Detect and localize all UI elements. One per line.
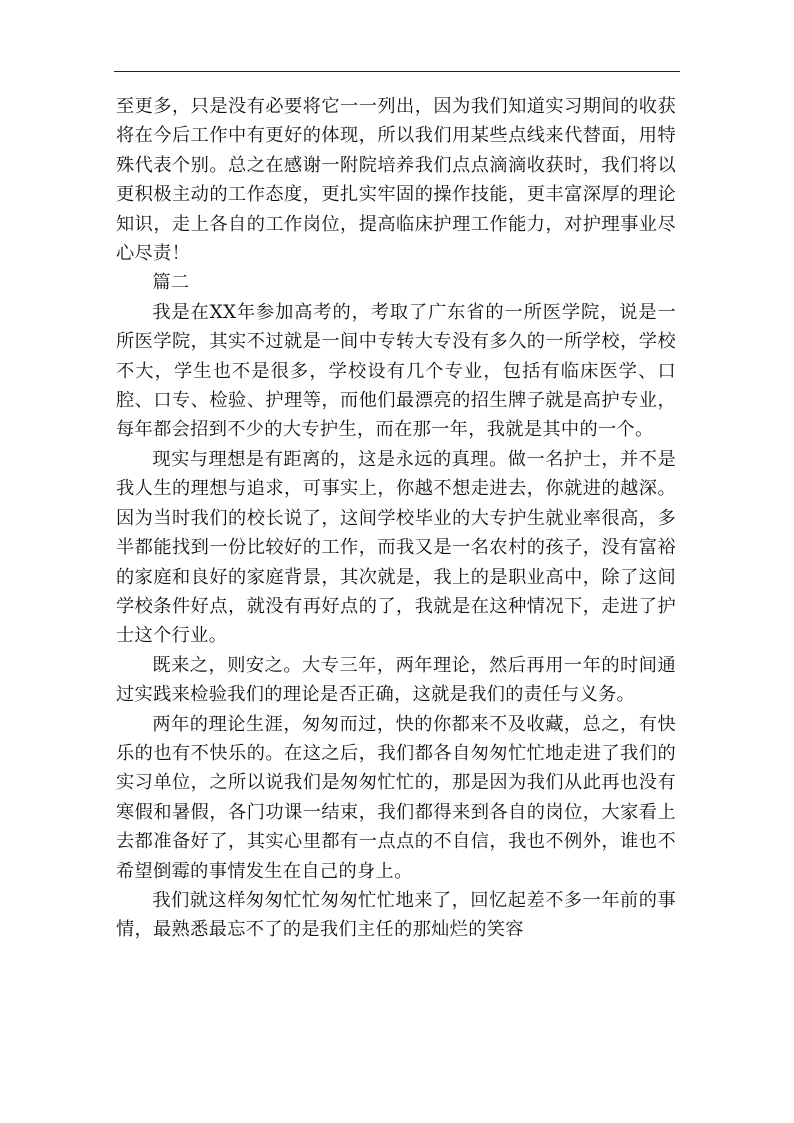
paragraph: 我们就这样匆匆忙忙匆匆忙忙地来了，回忆起差不多一年前的事情，最熟悉最忘不了的是我们主任的那灿烂的笑容 [116,889,676,941]
section-heading: 篇二 [152,272,190,294]
header-rule [114,71,680,72]
document-body [116,92,676,945]
paragraph: 我是在XX年参加高考的，考取了广东省的一所医学院，说是一所医学院，其实不过就是一间中专转大专没有多久的一所学校，学校不大，学生也不是很多，学校设有几个专业，包括有临床医学、口腔、口专、检验、护理等，而他们最漂亮的招生牌子就是高护专业，每年都会招到不少的大专护生，而在那一年，我就是其中的一个。 [116,301,676,441]
paragraph: 现实与理想是有距离的，这是永远的真理。做一名护士，并不是我人生的理想与追求，可事实上，你越不想走进去，你就进的越深。因为当时我们的校长说了，这间学校毕业的大专护生就业率很高，多半都能找到一份比较好的工作，而我又是一名农村的孩子，没有富裕的家庭和良好的家庭背景，其次就是，我上的是职业高中，除了这间学校条件好点，就没有再好点的了，我就是在这种情况下，走进了护士这个行业。 [116,448,676,647]
paragraph: 两年的理论生涯，匆匆而过，快的你都来不及收藏，总之，有快乐的也有不快乐的。在这之后，我们都各自匆匆忙忙地走进了我们的实习单位，之所以说我们是匆匆忙忙的，那是因为我们从此再也没有寒假和暑假，各门功课一结束，我们都得来到各自的岗位，大家看上去都准备好了，其实心里都有一点点的不自信，我也不例外，谁也不希望倒霉的事情发生在自己的身上。 [116,713,676,882]
paragraph: 既来之，则安之。大专三年，两年理论，然后再用一年的时间通过实践来检验我们的理论是否正确，这就是我们的责任与义务。 [116,654,676,706]
paragraph-continuation: 至更多，只是没有必要将它一一列出，因为我们知道实习期间的收获将在今后工作中有更好的体现，所以我们用某些点线来代替面，用特殊代表个别。总之在感谢一附院培养我们点点滴滴收获时，我们将以更积极主动的工作态度，更扎实牢固的操作技能，更丰富深厚的理论知识，走上各自的工作岗位，提高临床护理工作能力，对护理事业尽心尽责！ [116,96,676,265]
